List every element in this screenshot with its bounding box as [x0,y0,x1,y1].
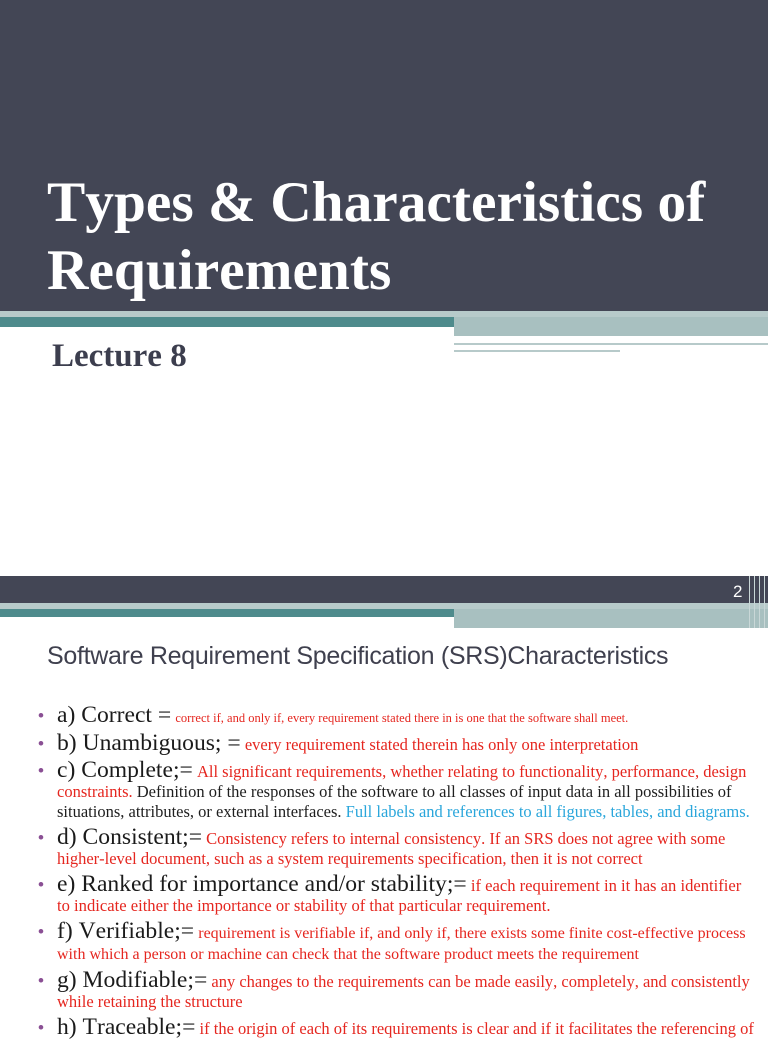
bullet-icon: • [38,971,44,990]
bullet-icon: • [38,1018,44,1037]
bullet-icon: • [38,761,44,780]
decorative-line [754,576,755,628]
item-definition: if each requirement in it has an identifier to indicate either the importance or stability of that particular requirement. [57,876,742,915]
item-label: b) Unambiguous; = [57,730,241,756]
list-item [38,730,754,756]
slide-header-bar [0,576,768,603]
item-definition: All significant requirements, whether relating to functionality, performance, design constraints. [57,762,747,801]
decorative-stripe [454,350,620,352]
list-item [38,702,754,728]
decorative-stripe [454,317,768,336]
slide-heading: Software Requirement Specification (SRS)Characteristics [47,642,669,670]
item-definition: every requirement stated therein has only one interpretation [244,735,639,754]
decorative-stripe [454,343,768,345]
list-item [38,757,754,822]
bullet-icon: • [38,828,44,847]
list-item [38,824,754,869]
list-item [38,1014,754,1040]
item-label: g) Modifiable;= [57,967,208,993]
item-note: Definition of the responses of the software to all classes of input data in all possibilities of situations, attributes, or external interfaces. [57,782,732,821]
item-definition: correct if, and only if, every requirement stated there in is one that the software shall meet. [175,711,629,725]
decorative-line [759,576,760,628]
item-definition: any changes to the requirements can be made easily, completely, and consistently while retaining the structure [57,972,750,1011]
item-definition: requirement is verifiable if, and only if, there exists some finite cost-effective process with which a person or machine can check that the software product meets the requirement [57,925,746,963]
item-definition: if the origin of each of its requirements is clear and if it facilitates the referencing of [199,1019,754,1038]
item-reference: Full labels and references to all figures, tables, and diagrams. [345,802,750,821]
slide-number: 2 [733,582,743,601]
bullet-icon: • [38,734,44,753]
list-item [38,871,754,916]
item-label: d) Consistent;= [57,824,203,850]
characteristics-list [38,702,754,1044]
bullet-icon: • [38,922,44,941]
slide-subtitle: Lecture 8 [52,338,187,374]
decorative-stripe [0,609,454,617]
bullet-icon: • [38,706,44,725]
slide-srs-characteristics [0,576,768,1040]
list-item [38,967,754,1012]
decorative-line [764,576,765,628]
item-label: a) Correct = [57,702,172,728]
decorative-stripe [0,317,454,327]
bullet-icon: • [38,875,44,894]
item-label: f) Verifiable;= [57,918,195,944]
decorative-stripe [454,609,768,628]
decorative-line [749,576,750,628]
slide-title: Types & Characteristics of Requirements [47,171,706,302]
item-label: e) Ranked for importance and/or stability;= [57,871,467,897]
list-item [38,918,754,965]
item-label: h) Traceable;= [57,1014,196,1040]
item-label: c) Complete;= [57,757,193,783]
item-definition: Consistency refers to internal consistency. If an SRS does not agree with some higher-level document, such as a system requirements specification, then it is not correct [57,829,726,868]
